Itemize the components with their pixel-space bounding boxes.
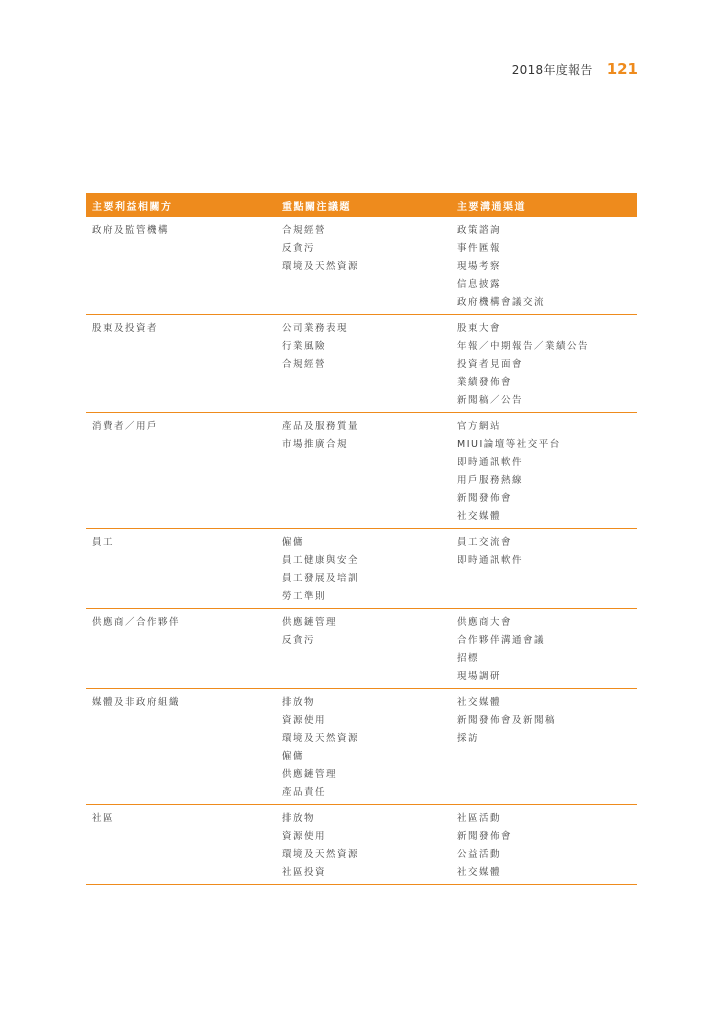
- channel-item: MIUI論壇等社交平台: [457, 439, 561, 450]
- table-row: [86, 609, 637, 689]
- channel-item: 員工交流會: [457, 537, 513, 548]
- issue-item: 合規經營: [282, 359, 327, 370]
- channel-item: 政策諮詢: [457, 225, 502, 236]
- channels-cell: [451, 614, 637, 686]
- issue-item: 反貪污: [282, 243, 316, 254]
- header-channels: 主要溝通渠道: [457, 201, 526, 213]
- stakeholder-cell: [86, 694, 276, 802]
- channel-item: 現場考察: [457, 261, 502, 272]
- channel-item: 政府機構會議交流: [457, 297, 546, 308]
- channel-item: 現場調研: [457, 671, 502, 682]
- issue-item: 反貪污: [282, 635, 316, 646]
- stakeholder-cell: [86, 320, 276, 410]
- issue-item: 僱傭: [282, 751, 305, 762]
- channel-item: 即時通訊軟件: [457, 457, 524, 468]
- channel-item: 社區活動: [457, 813, 502, 824]
- issue-item: 員工發展及培訓: [282, 573, 360, 584]
- stakeholder-cell: [86, 222, 276, 312]
- issue-item: 供應鏈管理: [282, 769, 338, 780]
- channel-item: 信息披露: [457, 279, 502, 290]
- table-row: [86, 805, 637, 885]
- stakeholder-cell: [86, 418, 276, 526]
- header-issues: 重點關注議題: [282, 201, 351, 213]
- channel-item: 社交媒體: [457, 867, 502, 878]
- issue-item: 排放物: [282, 697, 316, 708]
- channel-item: 業績發佈會: [457, 377, 513, 388]
- channel-item: 新聞發佈會: [457, 493, 513, 504]
- stakeholder-name: 供應商／合作夥伴: [92, 617, 181, 628]
- issue-item: 供應鏈管理: [282, 617, 338, 628]
- issues-cell: [276, 418, 451, 526]
- channel-item: 社交媒體: [457, 511, 502, 522]
- stakeholder-name: 媒體及非政府組織: [92, 697, 181, 708]
- channel-item: 新聞稿／公告: [457, 395, 524, 406]
- channels-cell: [451, 222, 637, 312]
- issues-cell: [276, 614, 451, 686]
- issue-item: 產品及服務質量: [282, 421, 360, 432]
- channels-cell: [451, 418, 637, 526]
- channel-item: 新聞發佈會: [457, 831, 513, 842]
- issue-item: 資源使用: [282, 715, 327, 726]
- page-number: 121: [606, 60, 638, 78]
- issue-item: 市場推廣合規: [282, 439, 349, 450]
- table-header: [86, 193, 637, 217]
- stakeholder-name: 政府及監管機構: [92, 225, 170, 236]
- channel-item: 合作夥伴溝通會議: [457, 635, 546, 646]
- channel-item: 供應商大會: [457, 617, 513, 628]
- channel-item: 社交媒體: [457, 697, 502, 708]
- stakeholder-name: 員工: [92, 537, 115, 548]
- issue-item: 行業風險: [282, 341, 327, 352]
- issue-item: 環境及天然資源: [282, 849, 360, 860]
- issue-item: 公司業務表現: [282, 323, 349, 334]
- channels-cell: [451, 810, 637, 882]
- channels-cell: [451, 534, 637, 606]
- issues-cell: [276, 534, 451, 606]
- issue-item: 環境及天然資源: [282, 733, 360, 744]
- table-row: [86, 689, 637, 805]
- header-stakeholder: 主要利益相關方: [92, 201, 173, 213]
- table-row: [86, 217, 637, 315]
- stakeholder-cell: [86, 614, 276, 686]
- issues-cell: [276, 694, 451, 802]
- issue-item: 排放物: [282, 813, 316, 824]
- stakeholder-name: 消費者／用戶: [92, 421, 159, 432]
- stakeholder-cell: [86, 534, 276, 606]
- issue-item: 社區投資: [282, 867, 327, 878]
- issues-cell: [276, 320, 451, 410]
- issue-item: 環境及天然資源: [282, 261, 360, 272]
- stakeholder-table: [86, 193, 637, 885]
- stakeholder-name: 股東及投資者: [92, 323, 159, 334]
- table-body: [86, 217, 637, 885]
- issues-cell: [276, 222, 451, 312]
- channel-item: 即時通訊軟件: [457, 555, 524, 566]
- table-row: [86, 413, 637, 529]
- issue-item: 合規經營: [282, 225, 327, 236]
- channels-cell: [451, 320, 637, 410]
- channel-item: 年報／中期報告／業績公告: [457, 341, 590, 352]
- channel-item: 新聞發佈會及新聞稿: [457, 715, 557, 726]
- issue-item: 僱傭: [282, 537, 305, 548]
- issue-item: 產品責任: [282, 787, 327, 798]
- issue-item: 資源使用: [282, 831, 327, 842]
- page-header: [512, 60, 638, 78]
- report-title: 2018年度報告: [511, 63, 593, 77]
- channel-item: 招標: [457, 653, 480, 664]
- channel-item: 採訪: [457, 733, 480, 744]
- issue-item: 員工健康與安全: [282, 555, 360, 566]
- channel-item: 官方網站: [457, 421, 502, 432]
- table-row: [86, 315, 637, 413]
- stakeholder-cell: [86, 810, 276, 882]
- channel-item: 公益活動: [457, 849, 502, 860]
- channel-item: 事件匯報: [457, 243, 502, 254]
- channel-item: 股東大會: [457, 323, 502, 334]
- channel-item: 用戶服務熱線: [457, 475, 524, 486]
- table-row: [86, 529, 637, 609]
- issues-cell: [276, 810, 451, 882]
- issue-item: 勞工準則: [282, 591, 327, 602]
- channel-item: 投資者見面會: [457, 359, 524, 370]
- channels-cell: [451, 694, 637, 802]
- stakeholder-name: 社區: [92, 813, 115, 824]
